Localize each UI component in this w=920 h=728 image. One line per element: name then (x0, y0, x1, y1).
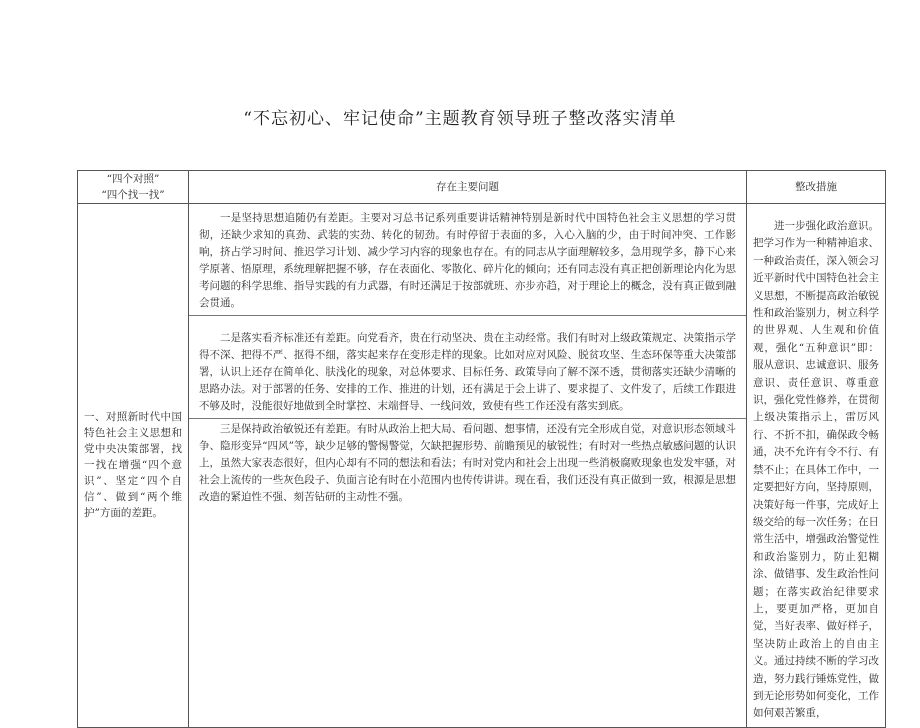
problem-paragraph-1: 一是坚持思想追随仍有差距。主要对习总书记系列重要讲话精神特别是新时代中国特色社会主义思想的学习贯彻，还缺少求知的真劲、武装的实劲、转化的韧劲。有时停留于表面的多，入心入脑的少，由于时间冲突、工作影响，挤占学习时间、推迟学习计划、减少学习内容的现象也存在。有的同志从字面理解较多，急用现学多，静下心来学原著、悟原理，系统理解把握不够，存在表面化、零散化、碎片化的倾向；还有同志没有真正把创新理论内化为思考问题的科学思维、指导实践的有力武器，有时还满足于按部就班、亦步亦趋，对于理论上的概念，没有真正做到融会贯通。 (189, 204, 746, 316)
table-row (78, 204, 886, 728)
document-title: “不忘初心、牢记使命”主题教育领导班子整改落实清单 (243, 109, 677, 129)
problem-paragraph-3: 三是保持政治敏锐还有差距。有时从政治上把大局、看问题、想事情，还没有完全形成自觉，对意识形态领域斗争、隐形变异“四风”等，缺少足够的警惕警觉，欠缺把握形势、前瞻预见的敏锐性；有时对一些热点敏感问题的认识上，虽然大家表态很好，但内心却有不同的想法和看法；有时对党内和社会上出现一些消极腐败现象也发发牢骚，对社会上流传的一些灰色段子、负面言论有时在小范围内也传传讲讲。现在看，我们还没有真正做到一致，根源是思想改造的紧迫性不强、刻苦钻研的主动性不强。 (199, 423, 736, 503)
problem-paragraph-2: 二是落实看齐标准还有差距。向党看齐，贵在行动坚决、贵在主动经常。我们有时对上级政策规定、决策指示学得不深、把得不严、抠得不细，落实起来存在变形走样的现象。比如对应对风险、脱贫攻坚、生态环保等重大决策部署，认识上还存在简单化、肤浅化的现象，对总体要求、目标任务、政策导向了解不深不透，贯彻落实还缺少清晰的思路办法。对于部署的任务、安排的工作、推进的计划，还有满足于会上讲了、要求提了、文件发了，后续工作跟进不够及时，没能很好地做到全时掌控、末端督导、一线问效，致使有些工作还没有落实到底。 (189, 316, 746, 419)
table-header-row (78, 171, 886, 204)
header-main-problems: 存在主要问题 (189, 171, 747, 204)
problems-cell (189, 204, 747, 728)
header-col1-line1: “四个对照” (106, 173, 160, 185)
measures-cell: 进一步强化政治意识。把学习作为一种精神追求、一种政治责任，深入领会习近平新时代中国特色社会主义思想，不断提高政治敏锐性和政治鉴别力，树立科学的世界观、人生观和价值观，强化“五种意识”即：服从意识、忠诚意识、服务意识、责任意识、尊重意识，强化党性修养，在贯彻上级决策指示上，雷厉风行、不折不扣，确保政令畅通，决不允许有令不行、有禁不止；在具体工作中，一定要把好方向，坚持原则，决策好每一件事，完成好上级交给的每一次任务；在日常生活中，增强政治警觉性和政治鉴别力，防止犯糊涂、做错事、发生政治性问题；在落实政治纪律要求上，要更加严格，更加自觉，当好表率、做好样子，坚决防止政治上的自由主义。通过持续不断的学习改造，努力践行锤炼党性，做到无论形势如何变化，工作如何艰苦繁重， (747, 204, 886, 728)
rectification-table (77, 170, 886, 728)
header-col1-line2: “四个找一找” (101, 189, 165, 201)
header-rectification-measures: 整改措施 (747, 171, 886, 204)
category-cell: 一、对照新时代中国特色社会主义思想和党中央决策部署，找一找在增强“四个意识”、坚定“四个自信”、做到“两个维护”方面的差距。 (78, 204, 189, 728)
header-four-comparisons (78, 171, 189, 204)
